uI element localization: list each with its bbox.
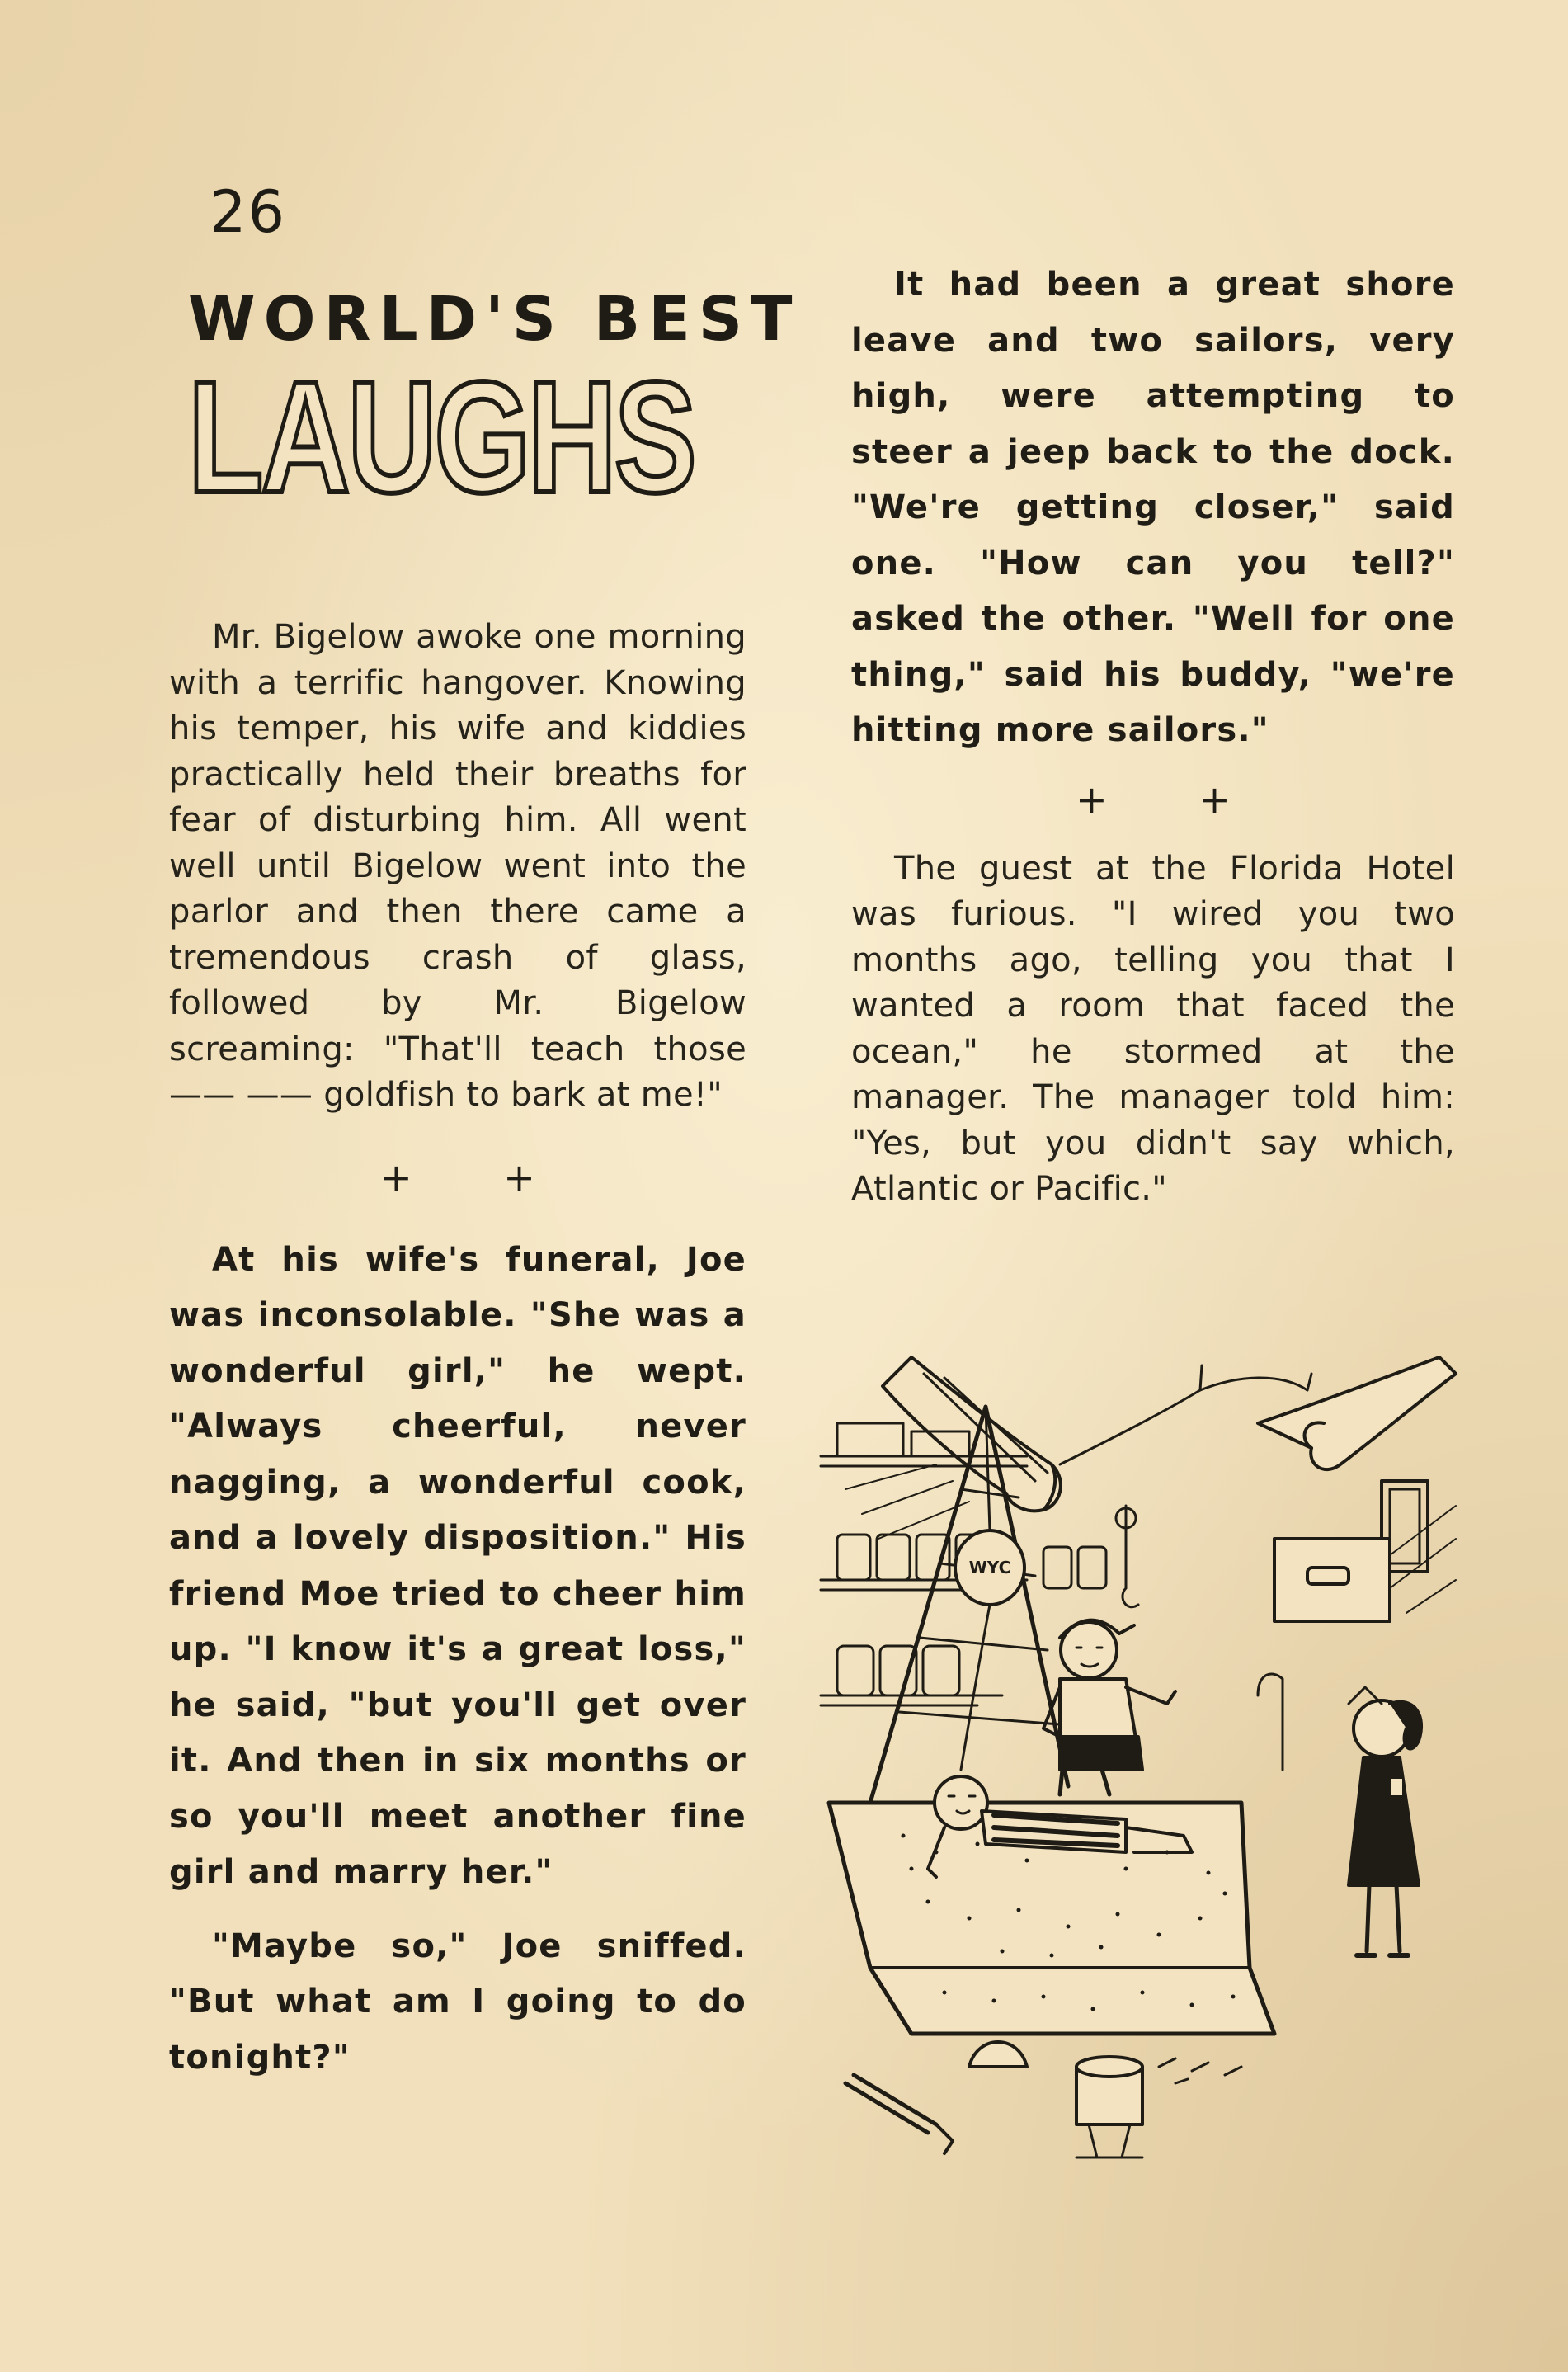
title-worlds-best: WORLD'S BEST bbox=[188, 284, 801, 355]
joke-separator: + + bbox=[380, 1154, 575, 1200]
right-column bbox=[851, 257, 1455, 1213]
joke-funeral: At his wife's funeral, Joe was inconsolable. "She was a wonderful girl," he wept. "Always cheerful, never nagging, a wonderful cook, and a lovely disposition." His friend Moe tried to cheer him up. "I know it's a great loss," he said, "but you'll get over it. And then in six months or so you'll meet another fine girl and marry her." bbox=[169, 1240, 746, 1891]
page-number: 26 bbox=[210, 178, 287, 246]
fishbowl-label: WYC bbox=[968, 1558, 1011, 1577]
page-title bbox=[188, 284, 801, 526]
joke-bigelow: Mr. Bigelow awoke one morning with a terrific hangover. Knowing his temper, his wife and kiddies practically held their breaths for fear of disturbing him. All went well until Bigelow went into the parlor and then there came a tremendous crash of glass, followed by Mr. Bigelow screaming: "That'll teach those —— —— goldfish to bark at me!" bbox=[169, 618, 746, 1114]
cartoon-illustration bbox=[812, 1341, 1481, 2166]
joke-funeral-punchline: "Maybe so," Joe sniffed. "But what am I going to do tonight?" bbox=[169, 1926, 746, 2077]
title-laughs: LAUGHS bbox=[188, 348, 695, 526]
joke-florida-hotel: The guest at the Florida Hotel was furious. "I wired you two months ago, telling you that I wanted a room that faced the ocean," he stormed at the manager. The manager told him: "Yes, but you didn't say which, Atlantic or Pacific." bbox=[851, 849, 1455, 1208]
joke-sailors: It had been a great shore leave and two sailors, very high, were attempting to steer a jeep back to the dock. "We're getting closer," said one. "How can you tell?" asked the other. "Well for one thing," said his buddy, "we're hitting more sailors." bbox=[851, 266, 1455, 749]
left-column bbox=[169, 615, 746, 2086]
joke-separator: + + bbox=[1076, 776, 1270, 822]
